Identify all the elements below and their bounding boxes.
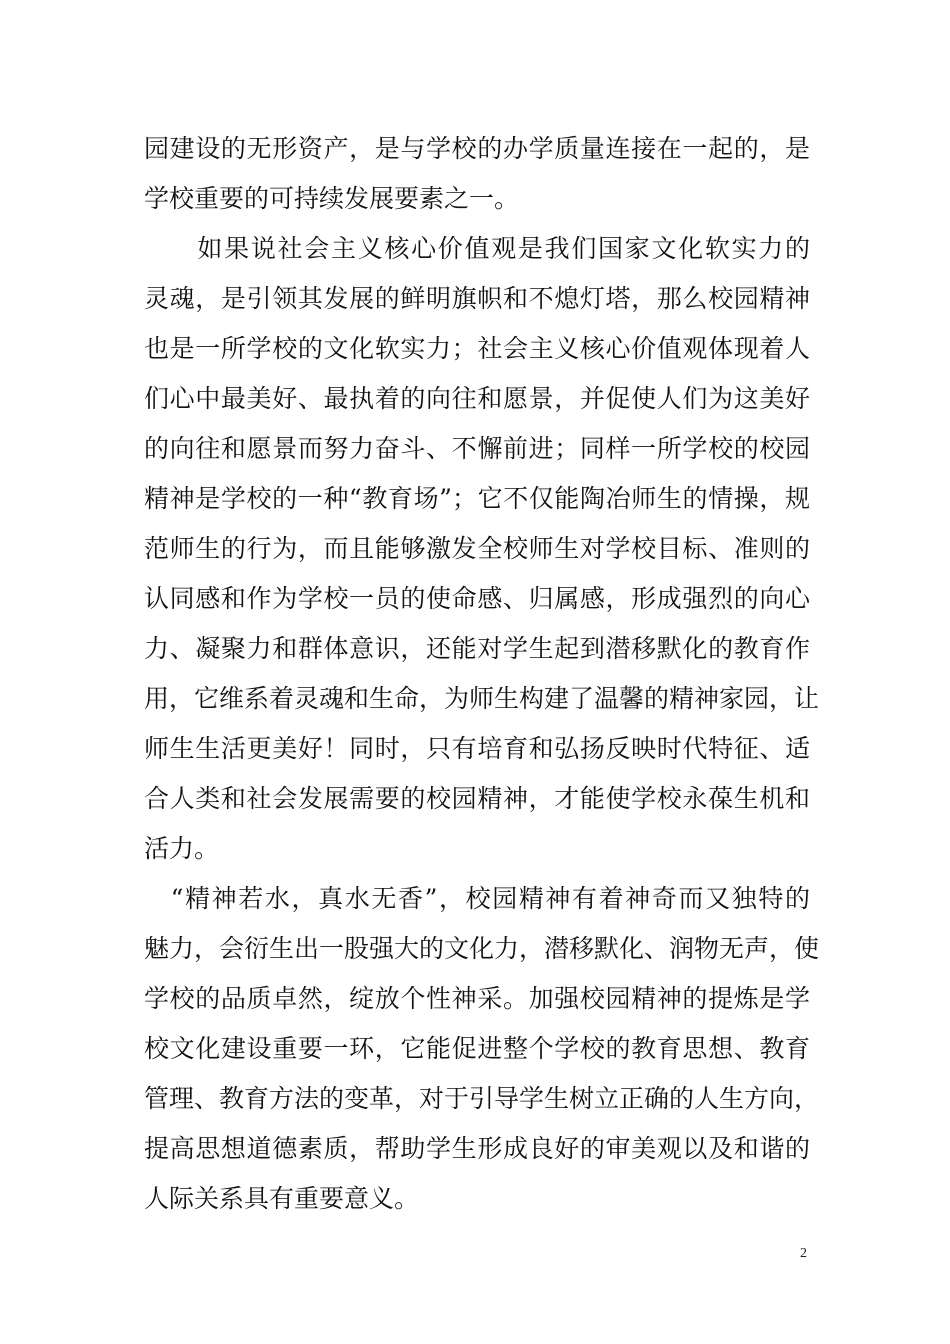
text-line: 提高思想道德素质，帮助学生形成良好的审美观以及和谐的 bbox=[144, 1134, 810, 1163]
text-line: 魅力，会衍生出一股强大的文化力，潜移默化、润物无声，使 bbox=[144, 934, 820, 963]
text-line: 们心中最美好、最执着的向往和愿景，并促使人们为这美好 bbox=[144, 384, 810, 413]
text-line: 人际关系具有重要意义。 bbox=[144, 1184, 420, 1213]
page-number: 2 bbox=[800, 1246, 807, 1261]
text-line: “精神若水，真水无香”，校园精神有着神奇而又独特的 bbox=[144, 884, 810, 913]
text-line: 灵魂，是引领其发展的鲜明旗帜和不熄灯塔，那么校园精神 bbox=[144, 284, 810, 313]
text-line: 活力。 bbox=[144, 834, 220, 863]
text-line: 学校重要的可持续发展要素之一。 bbox=[144, 184, 520, 213]
text-line: 管理、教育方法的变革，对于引导学生树立正确的人生方向， bbox=[144, 1084, 820, 1113]
body-text bbox=[144, 124, 820, 1224]
text-line: 范师生的行为，而且能够激发全校师生对学校目标、准则的 bbox=[144, 534, 810, 563]
text-line: 合人类和社会发展需要的校园精神，才能使学校永葆生机和 bbox=[144, 784, 810, 813]
text-line: 用，它维系着灵魂和生命，为师生构建了温馨的精神家园，让 bbox=[144, 684, 820, 713]
text-line: 的向往和愿景而努力奋斗、不懈前进；同样一所学校的校园 bbox=[144, 434, 810, 463]
text-line: 园建设的无形资产，是与学校的办学质量连接在一起的，是 bbox=[144, 134, 810, 163]
text-line: 师生生活更美好！同时，只有培育和弘扬反映时代特征、适 bbox=[144, 734, 810, 763]
text-line: 力、凝聚力和群体意识，还能对学生起到潜移默化的教育作 bbox=[144, 634, 810, 663]
text-line: 精神是学校的一种“教育场”；它不仅能陶冶师生的情操，规 bbox=[144, 484, 810, 513]
text-line: 也是一所学校的文化软实力；社会主义核心价值观体现着人 bbox=[144, 334, 810, 363]
text-line: 如果说社会主义核心价值观是我们国家文化软实力的 bbox=[144, 234, 810, 263]
text-line: 认同感和作为学校一员的使命感、归属感，形成强烈的向心 bbox=[144, 584, 810, 613]
text-line: 校文化建设重要一环，它能促进整个学校的教育思想、教育 bbox=[144, 1034, 810, 1063]
text-line: 学校的品质卓然，绽放个性神采。加强校园精神的提炼是学 bbox=[144, 984, 810, 1013]
